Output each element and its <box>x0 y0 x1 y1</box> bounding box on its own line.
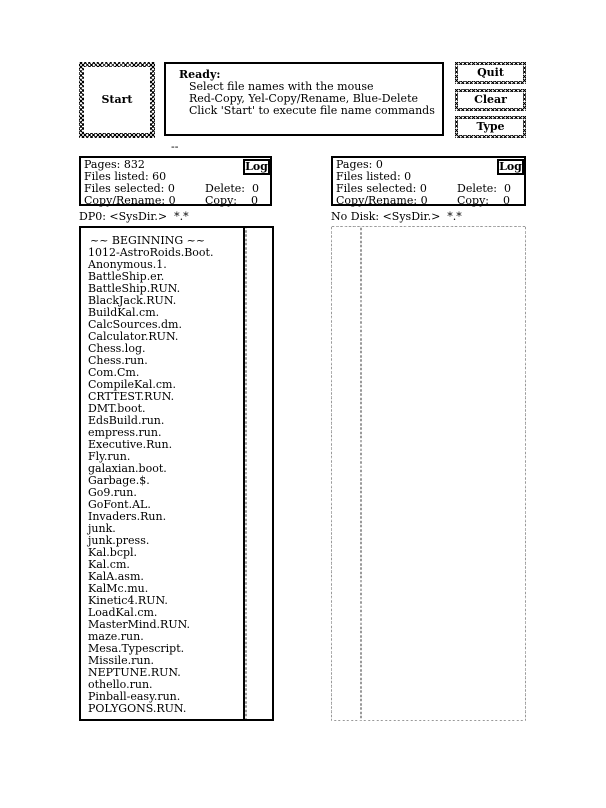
left-file-list[interactable] <box>79 226 274 721</box>
right-files-selected: Files selected: 0 <box>336 182 427 195</box>
left-file-item[interactable]: Pinball-easy.run. <box>88 690 181 703</box>
right-log-label: Log <box>499 160 522 173</box>
left-file-item[interactable]: BlackJack.RUN. <box>88 294 177 307</box>
left-file-item[interactable]: empress.run. <box>88 426 162 439</box>
left-dir-label: DP0: <SysDir.> *.* <box>79 210 189 223</box>
left-file-item[interactable]: Fly.run. <box>88 450 131 463</box>
left-file-item[interactable]: BattleShip.RUN. <box>88 282 181 295</box>
left-file-item[interactable]: MasterMind.RUN. <box>88 618 191 631</box>
type-button-label: Type <box>476 120 505 133</box>
left-pages: Pages: 832 <box>84 158 145 171</box>
left-file-item[interactable]: EdsBuild.run. <box>88 414 165 427</box>
left-file-item[interactable]: KalMc.mu. <box>88 582 149 595</box>
left-file-item[interactable]: Calculator.RUN. <box>88 330 179 343</box>
left-files-listed: Files listed: 60 <box>84 170 167 183</box>
left-file-item[interactable]: Kinetic4.RUN. <box>88 594 168 607</box>
quit-button[interactable] <box>455 62 526 84</box>
left-file-item[interactable]: galaxian.boot. <box>88 462 167 475</box>
start-button-label: Start <box>101 93 133 106</box>
left-file-item[interactable]: BattleShip.er. <box>88 270 165 283</box>
quit-button-label: Quit <box>477 66 504 79</box>
left-file-item[interactable]: maze.run. <box>88 630 144 643</box>
left-file-item[interactable]: Kal.bcpl. <box>88 546 138 559</box>
left-file-item[interactable]: Missile.run. <box>88 654 155 667</box>
left-file-item[interactable]: Mesa.Typescript. <box>88 642 185 655</box>
left-file-item[interactable]: othello.run. <box>88 678 153 691</box>
left-file-item[interactable]: Go9.run. <box>88 486 137 499</box>
left-file-item[interactable]: Com.Cm. <box>88 366 140 379</box>
left-file-item[interactable]: Chess.log. <box>88 342 146 355</box>
right-pages: Pages: 0 <box>336 158 383 171</box>
left-file-item[interactable]: junk.press. <box>88 534 150 547</box>
left-file-item[interactable]: CRTTEST.RUN. <box>88 390 175 403</box>
clear-button[interactable] <box>455 89 526 111</box>
left-file-item[interactable]: Kal.cm. <box>88 558 130 571</box>
left-delete-count: Delete: 0 <box>205 182 259 195</box>
left-file-item[interactable]: DMT.boot. <box>88 402 146 415</box>
right-log-button[interactable] <box>497 159 524 175</box>
start-button[interactable] <box>79 62 155 138</box>
left-file-item[interactable]: POLYGONS.RUN. <box>88 702 187 715</box>
left-log-button[interactable] <box>243 159 270 175</box>
status-panel <box>164 62 444 136</box>
left-file-item[interactable]: BuildKal.cm. <box>88 306 160 319</box>
left-file-item[interactable]: Executive.Run. <box>88 438 173 451</box>
left-file-item[interactable]: CompileKal.cm. <box>88 378 176 391</box>
left-files-selected: Files selected: 0 <box>84 182 175 195</box>
left-file-item[interactable]: LoadKal.cm. <box>88 606 158 619</box>
clear-button-label: Clear <box>474 93 507 106</box>
left-file-item[interactable]: junk. <box>88 522 116 535</box>
right-copy-count: Copy: 0 <box>457 194 510 207</box>
status-line-2: Red-Copy, Yel-Copy/Rename, Blue-Delete <box>189 92 418 105</box>
right-copy-rename: Copy/Rename: 0 <box>336 194 428 207</box>
status-line-1: Select file names with the mouse <box>189 80 374 93</box>
left-file-item[interactable]: Chess.run. <box>88 354 148 367</box>
status-line-3: Click 'Start' to execute file name commands <box>189 104 435 117</box>
left-file-item[interactable]: 1012-AstroRoids.Boot. <box>88 246 214 259</box>
left-log-label: Log <box>245 160 268 173</box>
left-file-item[interactable]: NEPTUNE.RUN. <box>88 666 181 679</box>
left-copy-count: Copy: 0 <box>205 194 258 207</box>
right-dir-label: No Disk: <SysDir.> *.* <box>331 210 462 223</box>
left-file-list-names <box>88 235 243 715</box>
right-file-list[interactable] <box>331 226 526 721</box>
right-files-listed: Files listed: 0 <box>336 170 412 183</box>
left-file-item[interactable]: KalA.asm. <box>88 570 144 583</box>
right-stats-panel <box>331 156 526 206</box>
type-button[interactable] <box>455 116 526 138</box>
left-copy-rename: Copy/Rename: 0 <box>84 194 176 207</box>
right-delete-count: Delete: 0 <box>457 182 511 195</box>
left-file-item[interactable]: Invaders.Run. <box>88 510 167 523</box>
left-list-scroll-column[interactable] <box>245 228 247 719</box>
status-title: Ready: <box>179 68 221 81</box>
left-file-item[interactable]: ~~ BEGINNING ~~ <box>90 234 206 247</box>
left-stats-panel <box>79 156 272 206</box>
left-file-item[interactable]: CalcSources.dm. <box>88 318 182 331</box>
left-file-item[interactable]: Garbage.$. <box>88 474 150 487</box>
left-file-item[interactable]: Anonymous.1. <box>88 258 167 271</box>
left-file-item[interactable]: GoFont.AL. <box>88 498 151 511</box>
cursor-mark: -- <box>171 140 179 153</box>
